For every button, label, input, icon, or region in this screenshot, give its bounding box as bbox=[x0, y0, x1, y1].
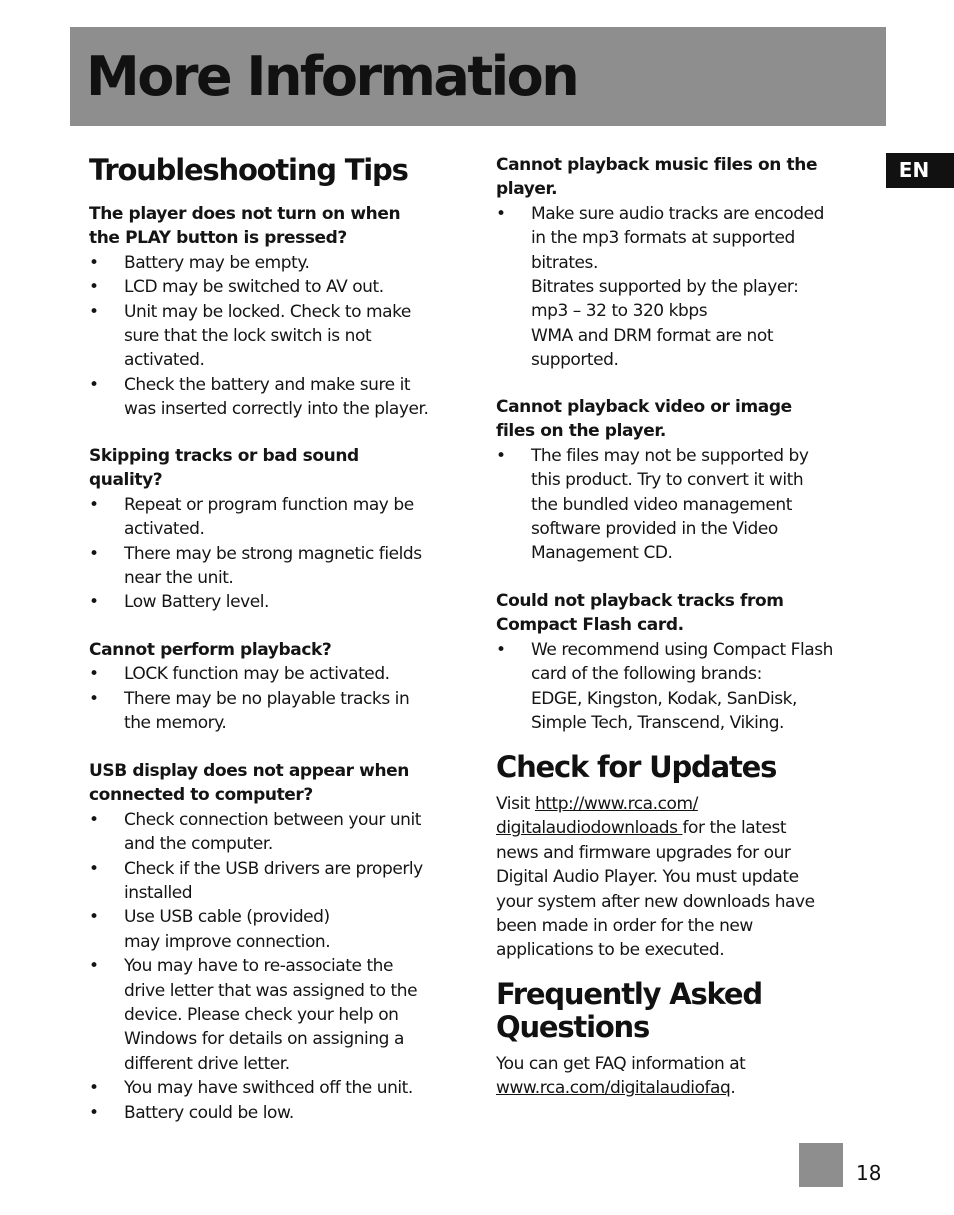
updates-line bbox=[496, 792, 866, 816]
updates-line: Digital Audio Player. You must update bbox=[496, 867, 799, 888]
bullet-item bbox=[496, 638, 866, 736]
updates-paragraph bbox=[496, 792, 866, 963]
bullet-item bbox=[89, 1101, 464, 1125]
faq-item bbox=[496, 153, 866, 373]
bullet-text-line: installed bbox=[124, 883, 193, 904]
faq-heading-line: Frequently Asked bbox=[496, 977, 762, 1011]
bullet-item bbox=[89, 954, 464, 1076]
bullet-text-line: drive letter that was assigned to the bbox=[124, 980, 418, 1001]
question-title-line: Skipping tracks or bad sound bbox=[89, 446, 359, 466]
rca-downloads-link-cont[interactable]: digitalaudiodownloads bbox=[496, 818, 683, 839]
bullet-item bbox=[89, 373, 464, 422]
bullet-text-line: may improve connection. bbox=[124, 931, 331, 952]
faq-line: You can get FAQ information at bbox=[496, 1054, 746, 1074]
bullet-text-line: the memory. bbox=[124, 713, 227, 734]
bullet-item bbox=[89, 662, 464, 686]
faq-heading bbox=[496, 978, 762, 1044]
bullet-dot: • bbox=[89, 1078, 99, 1099]
bullet-text-line: near the unit. bbox=[124, 568, 234, 589]
faq-item bbox=[89, 202, 464, 422]
bullet-text-line: supported. bbox=[531, 350, 619, 371]
question-title-line: the PLAY button is pressed? bbox=[89, 228, 347, 249]
bullet-text-line: Repeat or program function may be bbox=[124, 494, 414, 515]
bullet-item bbox=[89, 300, 464, 373]
updates-heading: Check for Updates bbox=[496, 750, 777, 784]
faq-paragraph bbox=[496, 1052, 866, 1101]
faq-item bbox=[496, 589, 866, 735]
bullet-text-line: WMA and DRM format are not bbox=[531, 325, 774, 346]
question-title-line: The player does not turn on when bbox=[89, 204, 401, 224]
bullet-text-line: Use USB cable (provided) bbox=[124, 907, 330, 928]
bullet-text-line: device. Please check your help on bbox=[124, 1005, 399, 1026]
bullet-text-line: different drive letter. bbox=[124, 1053, 290, 1074]
bullet-text-line: We recommend using Compact Flash bbox=[531, 639, 833, 660]
faq-period: . bbox=[730, 1078, 736, 1099]
bullet-text-line: sure that the lock switch is not bbox=[124, 326, 372, 347]
bullet-item bbox=[496, 444, 866, 566]
bullet-item bbox=[89, 687, 464, 736]
question-title-line: Compact Flash card. bbox=[496, 615, 684, 636]
question-title-line: files on the player. bbox=[496, 421, 666, 442]
bullet-dot: • bbox=[496, 639, 506, 660]
bullet-item bbox=[89, 808, 464, 857]
bullet-text-line: Check the battery and make sure it bbox=[124, 374, 411, 395]
question-title-line: Cannot perform playback? bbox=[89, 640, 332, 660]
question-title bbox=[89, 638, 464, 662]
bullet-dot: • bbox=[89, 858, 99, 879]
language-tab: EN bbox=[886, 153, 954, 188]
question-title-line: Cannot playback music files on the bbox=[496, 155, 818, 175]
bullet-dot: • bbox=[89, 301, 99, 322]
question-title-line: player. bbox=[496, 179, 558, 200]
header-band bbox=[70, 27, 886, 126]
bullet-text-line: Windows for details on assigning a bbox=[124, 1029, 404, 1050]
bullet-dot: • bbox=[89, 1102, 99, 1123]
bullet-text-line: Management CD. bbox=[531, 543, 673, 564]
bullet-text-line: bitrates. bbox=[531, 252, 598, 273]
question-title-line: connected to computer? bbox=[89, 785, 313, 806]
bullet-dot: • bbox=[89, 664, 99, 685]
bullet-dot: • bbox=[89, 688, 99, 709]
bullet-text-line: LCD may be switched to AV out. bbox=[124, 277, 384, 298]
bullet-text-line: was inserted correctly into the player. bbox=[124, 399, 429, 420]
question-title-line: Could not playback tracks from bbox=[496, 591, 784, 611]
bullet-item bbox=[89, 493, 464, 542]
bullet-dot: • bbox=[496, 445, 506, 466]
question-title-line: quality? bbox=[89, 470, 163, 491]
updates-line: news and firmware upgrades for our bbox=[496, 842, 791, 863]
bullet-dot: • bbox=[496, 203, 506, 224]
visit-text: Visit bbox=[496, 794, 535, 814]
question-title bbox=[496, 589, 866, 638]
rca-faq-link[interactable]: www.rca.com/digitalaudiofaq bbox=[496, 1078, 731, 1099]
question-title bbox=[89, 759, 464, 808]
page-title: More Information bbox=[86, 45, 578, 108]
bullet-dot: • bbox=[89, 907, 99, 928]
after-link-text: for the latest bbox=[682, 818, 787, 839]
page-number-box bbox=[799, 1143, 843, 1187]
bullet-item bbox=[89, 1076, 464, 1100]
updates-line: your system after new downloads have bbox=[496, 891, 815, 912]
bullet-text-line: There may be no playable tracks in bbox=[124, 688, 410, 709]
bullet-text-line: Battery could be low. bbox=[124, 1102, 294, 1123]
bullet-text-line: You may have swithced off the unit. bbox=[124, 1078, 413, 1099]
question-title bbox=[89, 202, 464, 251]
bullet-text-line: There may be strong magnetic fields bbox=[124, 543, 422, 564]
troubleshooting-heading: Troubleshooting Tips bbox=[89, 153, 408, 187]
question-title-line: Cannot playback video or image bbox=[496, 397, 792, 417]
bullet-text-line: this product. Try to convert it with bbox=[531, 470, 804, 491]
bullet-text-line: the bundled video management bbox=[531, 494, 792, 515]
question-title bbox=[496, 395, 866, 444]
bullet-text-line: Low Battery level. bbox=[124, 592, 269, 613]
question-title bbox=[89, 444, 464, 493]
bullet-dot: • bbox=[89, 543, 99, 564]
bullet-text-line: Simple Tech, Transcend, Viking. bbox=[531, 713, 785, 734]
question-title bbox=[496, 153, 866, 202]
bullet-text-line: software provided in the Video bbox=[531, 519, 778, 540]
bullet-text-line: in the mp3 formats at supported bbox=[531, 228, 795, 249]
bullet-dot: • bbox=[89, 592, 99, 613]
updates-line: applications to be executed. bbox=[496, 940, 725, 961]
bullet-text-line: Check if the USB drivers are properly bbox=[124, 858, 423, 879]
updates-line: been made in order for the new bbox=[496, 916, 753, 937]
bullet-text-line: and the computer. bbox=[124, 834, 273, 855]
bullet-text-line: Battery may be empty. bbox=[124, 252, 310, 273]
bullet-text-line: EDGE, Kingston, Kodak, SanDisk, bbox=[531, 688, 798, 709]
bullet-text-line: mp3 – 32 to 320 kbps bbox=[531, 301, 708, 322]
bullet-text-line: activated. bbox=[124, 519, 205, 540]
bullet-item bbox=[496, 202, 866, 373]
bullet-dot: • bbox=[89, 374, 99, 395]
bullet-text-line: Make sure audio tracks are encoded bbox=[531, 203, 824, 224]
updates-line bbox=[496, 816, 866, 840]
faq-item bbox=[89, 444, 464, 615]
bullet-text-line: Bitrates supported by the player: bbox=[531, 277, 799, 298]
faq-item bbox=[89, 638, 464, 736]
bullet-dot: • bbox=[89, 956, 99, 977]
bullet-text-line: The files may not be supported by bbox=[531, 445, 809, 466]
faq-line bbox=[496, 1076, 866, 1100]
rca-downloads-link[interactable]: http://www.rca.com/ bbox=[534, 794, 698, 814]
bullet-item bbox=[89, 542, 464, 591]
bullet-item bbox=[89, 857, 464, 906]
bullet-text-line: activated. bbox=[124, 350, 205, 371]
bullet-text-line: You may have to re-associate the bbox=[124, 956, 393, 977]
bullet-text-line: LOCK function may be activated. bbox=[124, 664, 390, 685]
bullet-dot: • bbox=[89, 809, 99, 830]
bullet-text-line: Check connection between your unit bbox=[124, 809, 421, 830]
bullet-dot: • bbox=[89, 252, 99, 273]
bullet-dot: • bbox=[89, 494, 99, 515]
bullet-dot: • bbox=[89, 277, 99, 298]
bullet-item bbox=[89, 251, 464, 275]
bullet-text-line: Unit may be locked. Check to make bbox=[124, 301, 411, 322]
question-title-line: USB display does not appear when bbox=[89, 761, 409, 781]
bullet-item bbox=[89, 275, 464, 299]
faq-item bbox=[89, 759, 464, 1125]
page-number: 18 bbox=[856, 1161, 882, 1185]
bullet-text-line: card of the following brands: bbox=[531, 664, 762, 685]
bullet-item bbox=[89, 905, 464, 954]
faq-item bbox=[496, 395, 866, 566]
faq-heading-line: Questions bbox=[496, 1010, 650, 1044]
bullet-item bbox=[89, 590, 464, 614]
